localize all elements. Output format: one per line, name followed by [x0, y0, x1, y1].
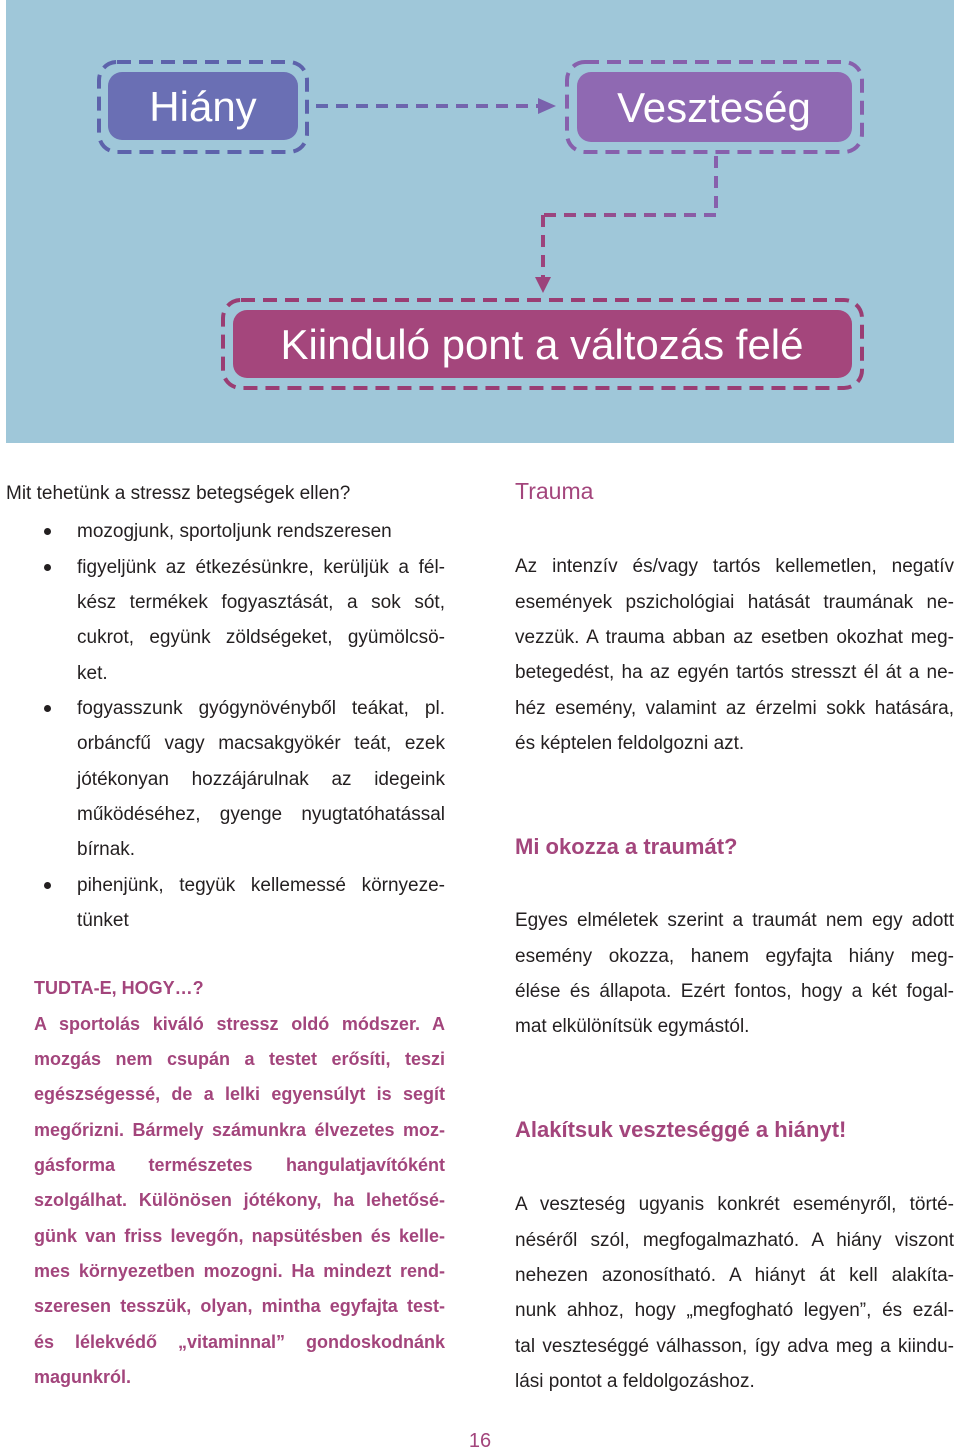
text-line: esemény okozza, hanem egyfajta hiány meg-	[515, 945, 954, 967]
text-line: mozgás nem csupán a testet erősíti, teszi	[34, 1048, 445, 1069]
bullet-icon	[44, 528, 51, 535]
text-line: néséről szól, megfogalmazható. A hiány viszont	[515, 1229, 954, 1251]
kiindulo-box-label: Kiinduló pont a változás felé	[280, 321, 804, 368]
list-item	[44, 691, 445, 868]
diagram	[0, 0, 960, 443]
stress-tips-list	[44, 514, 445, 938]
arrow-hiany-to-veszteseg-head	[538, 98, 556, 114]
text-line: megőrizni. Bármely számunkra élvezetes moz-	[34, 1119, 445, 1140]
text-line: bírnak.	[77, 839, 136, 861]
text-line: egészségessé, de a lelki egyensúlyt is segít	[34, 1084, 445, 1105]
text-line: héz esemény, valamint az érzelmi sokk hatására,	[515, 697, 954, 719]
text-line: figyeljünk az étkezésünkre, kerüljük a fél-	[77, 556, 445, 578]
did-you-know-box	[34, 971, 445, 1395]
text-line: günk van friss levegőn, napsütésben és kelle-	[34, 1225, 445, 1246]
arrow-to-kiindulo-head	[535, 277, 551, 293]
text-line: élése és állapota. Ezért fontos, hogy a két fogal-	[515, 980, 954, 1002]
text-line: szolgálhat. Különösen jótékony, ha lehetősé-	[34, 1190, 445, 1211]
bullet-icon	[44, 564, 51, 571]
text-line: és lélekvédő „vitaminnal” gondoskodnánk	[34, 1331, 445, 1352]
section-paragraph-transform	[515, 1187, 954, 1399]
text-line: orbáncfű vagy macsakgyökér teát, ezek	[77, 733, 445, 755]
text-line: szeresen tesszük, olyan, mintha egyfajta test-	[34, 1296, 445, 1317]
stress-heading: Mit tehetünk a stressz betegségek ellen?	[6, 483, 351, 505]
section-heading-transform: Alakítsuk veszteséggé a hiányt!	[515, 1117, 847, 1143]
text-line: működéséhez, gyenge nyugtatóhatással	[77, 804, 445, 826]
text-line: vezzük. A trauma abban az esetben okozhat meg-	[515, 626, 954, 648]
text-line: Az intenzív és/vagy tartós kellemetlen, negatív	[515, 556, 954, 578]
text-line: mes környezetben mozogni. Ha mindezt rend-	[34, 1261, 445, 1282]
text-line: mozogjunk, sportoljunk rendszeresen	[77, 521, 392, 543]
text-line: események pszichológiai hatását traumának ne-	[515, 591, 954, 613]
text-line: nehezen azonosítható. A hiányt át kell alakíta-	[515, 1264, 954, 1286]
section-heading-trauma: Trauma	[515, 478, 594, 505]
text-line: lási pontot a feldolgozáshoz.	[515, 1371, 755, 1393]
hiany-box-label: Hiány	[149, 83, 257, 130]
text-line: A sportolás kiváló stressz oldó módszer. A	[34, 1013, 445, 1034]
text-line: pihenjünk, tegyük kellemessé környeze-	[77, 874, 445, 896]
text-line: cukrot, együnk zöldségeket, gyümölcsö-	[77, 627, 445, 649]
text-line: betegedést, ha az egyén tartós stresszt él át a ne-	[515, 662, 954, 684]
section-paragraph-cause	[515, 903, 954, 1044]
bullet-icon	[44, 882, 51, 889]
text-line: magunkról.	[34, 1367, 132, 1388]
did-you-know-title: TUDTA-E, HOGY…?	[34, 978, 204, 999]
text-line: és képtelen feldolgozni azt.	[515, 733, 745, 755]
section-paragraph-trauma	[515, 549, 954, 761]
text-line: A veszteség ugyanis konkrét eseményről, törté-	[515, 1194, 954, 1216]
text-line: kész termékek fogyasztását, a sok sót,	[77, 591, 445, 613]
text-line: tünket	[77, 910, 129, 932]
veszteseg-box-label: Veszteség	[617, 84, 811, 131]
section-heading-cause: Mi okozza a traumát?	[515, 834, 738, 860]
page-number: 16	[468, 1430, 492, 1452]
text-line: Egyes elméletek szerint a traumát nem egy adott	[515, 910, 954, 932]
text-line: mat elkülönítsük egymástól.	[515, 1016, 750, 1038]
text-line: gásforma természetes hangulatjavítóként	[34, 1155, 445, 1176]
list-item	[44, 550, 445, 691]
text-line: tal veszteséggé válhasson, így adva meg a kiindu-	[515, 1335, 954, 1357]
text-line: fogyasszunk gyógynövényből teákat, pl.	[77, 698, 445, 720]
list-item	[44, 868, 445, 939]
list-item	[44, 514, 445, 549]
text-line: jótékonyan hozzájárulnak az idegeink	[77, 768, 445, 790]
bullet-icon	[44, 705, 51, 712]
text-line: nunk ahhoz, hogy „megfogható legyen”, és ezál-	[515, 1300, 954, 1322]
text-line: ket.	[77, 662, 108, 684]
